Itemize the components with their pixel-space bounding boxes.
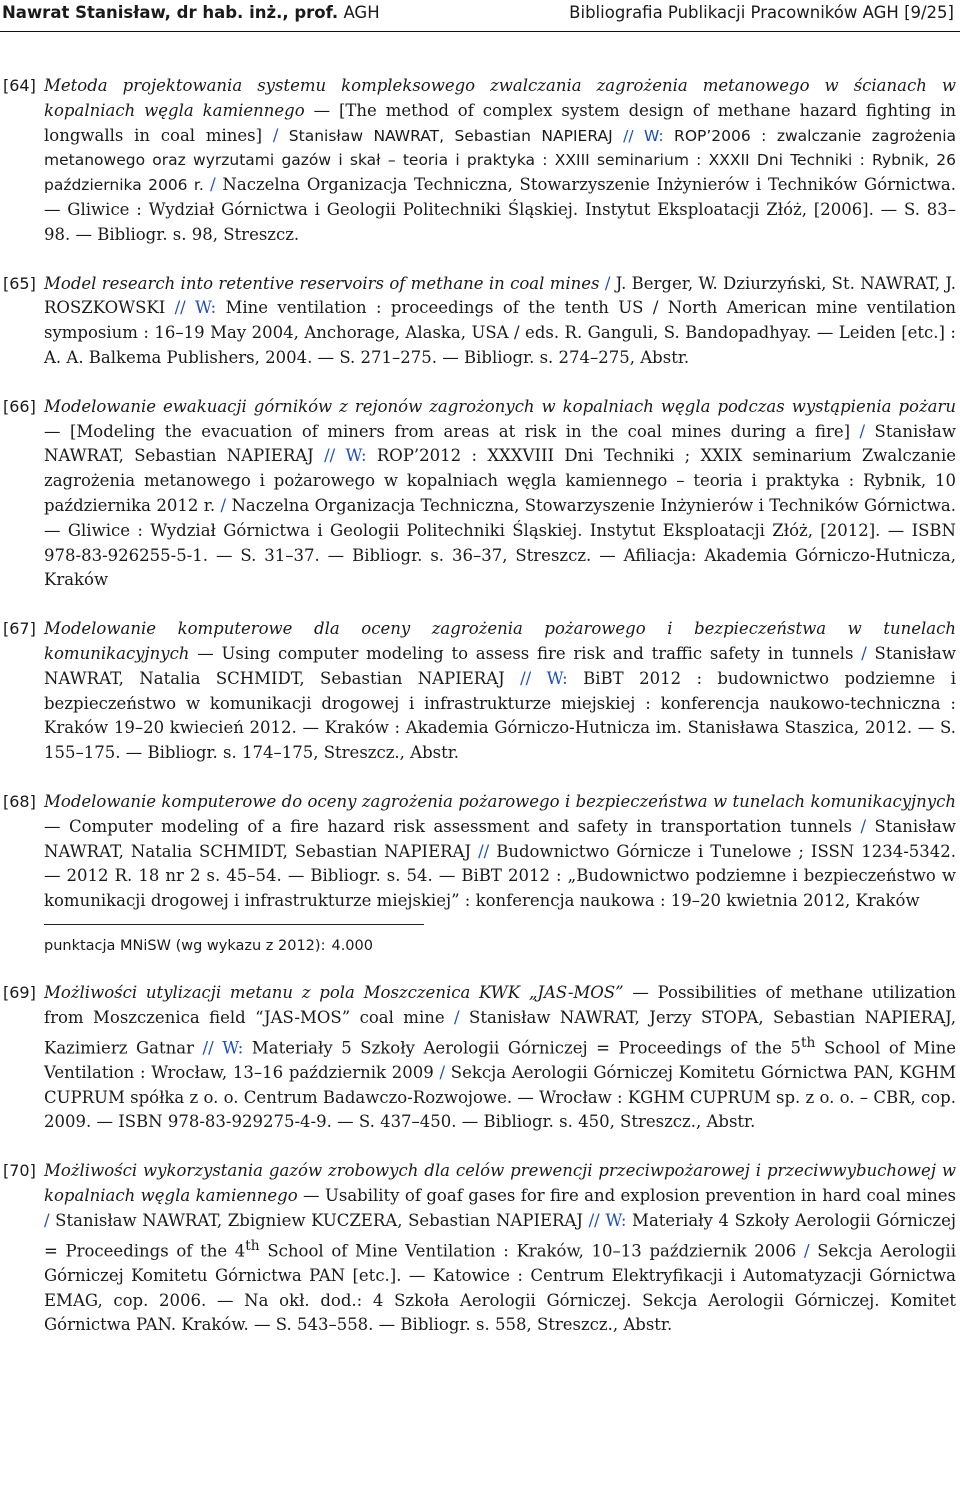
entry-translation: — Computer modeling of a fire hazard risk assessment and safety in transportation tunnels xyxy=(44,816,861,836)
entry-body xyxy=(44,617,956,766)
entry-details: Sekcja Aerologii Górniczej Komitetu Górnictwa PAN [etc.]. — Katowice : Centrum Elektryfikacji i Automatyzacji Górnictwa EMAG, cop. 2006. — Na okł. dod.: 4 Szkoła Aerologii Górniczej. Sekcja Aerologii Górniczej. Komitet Górnictwa PAN. Kraków. — S. 543–558. — Bibliogr. s. 558, Streszcz., Abstr. xyxy=(44,1241,956,1335)
publisher-separator: / xyxy=(210,175,216,195)
entry-details: Mine ventilation : proceedings of the tenth US / North American mine ventilation symposium : 16–19 May 2004, Anchorage, Alaska, USA / eds. R. Ganguli, S. Bandopadhyay. — Leiden [etc.] : A. A. Balkema Publishers, 2004. — S. 271–275. — Bibliogr. s. 274–275, Abstr. xyxy=(44,298,957,367)
entry-body xyxy=(44,395,956,593)
entry-host: Materiały 4 Szkoły Aerologii Górniczej = Proceedings of the 4 xyxy=(44,1210,956,1261)
entry-number: [69] xyxy=(3,982,36,1002)
bibliography-entry xyxy=(0,1159,960,1338)
entry-title: Model research into retentive reservoirs of methane in coal mines xyxy=(44,273,600,293)
entry-title: Modelowanie komputerowe dla oceny zagrożenia pożarowego i bezpieczeństwa w tunelach komunikacyjnych xyxy=(44,619,956,663)
entry-translation: — [The method of complex system design of methane hazard fighting in longwalls in coal mines] xyxy=(44,100,957,145)
host-separator: // W: xyxy=(588,1210,627,1230)
entry-authors: Stanisław NAWRAT, Zbigniew KUCZERA, Sebastian NAPIERAJ xyxy=(49,1210,589,1230)
entry-translation: — Usability of goaf gases for fire and explosion prevention in hard coal mines xyxy=(297,1185,957,1205)
entry-details: Naczelna Organizacja Techniczna, Stowarzyszenie Inżynierów i Techników Górnictwa. — Gliwice : Wydział Górnictwa i Geologii Politechniki Śląskiej. Instytut Eksploatacji Złóż, [2012]. — ISBN 978-83-926255-5-1. — S. 31–37. — Bibliogr. s. 36–37, Streszcz. — Afiliacja: Akademia Górniczo-Hutnicza, Kraków xyxy=(44,495,957,590)
host-separator: // W: xyxy=(520,668,568,688)
entry-body xyxy=(44,981,956,1135)
authors-separator: / xyxy=(454,1007,460,1027)
ordinal-suffix: th xyxy=(245,1237,260,1254)
authors-separator: / xyxy=(44,1210,50,1230)
entry-details: BiBT 2012 : budownictwo podziemne i bezpieczeństwo w komunikacji drogowej i infrastrukturze miejskiej : konferencja naukowo-techniczna : Kraków 19–20 kwiecień 2012. — Kraków : Akademia Górniczo-Hutnicza im. Stanisława Staszica, 2012. — S. 155–175. — Bibliogr. s. 174–175, Streszcz., Abstr. xyxy=(44,668,956,763)
entry-body xyxy=(44,74,956,248)
header-left xyxy=(2,0,380,26)
entry-number: [68] xyxy=(3,791,36,811)
host-separator: // W: xyxy=(623,126,664,145)
entry-details: Sekcja Aerologii Górniczej Komitetu Górnictwa PAN, KGHM CUPRUM spółka z o. o. Centrum Badawczo-Rozwojowe. — Wrocław : KGHM CUPRUM sp. z o. o. – CBR, cop. 2009. — ISBN 978-83-929275-4-9. — S. 437–450. — Bibliogr. s. 450, Streszcz., Abstr. xyxy=(44,1062,957,1132)
entry-host: ROP’2012 : XXXVIII Dni Techniki ; XXIX seminarium Zwalczanie zagrożenia metanowego i pożarowego w kopalniach węgla kamiennego – teoria i praktyka : Rybnik, 10 października 2012 r. xyxy=(44,446,956,515)
entry-title: Możliwości utylizacji metanu z pola Moszczenica KWK „JAS-MOS” xyxy=(44,982,624,1002)
authors-separator: / xyxy=(272,125,279,145)
authors-separator: / xyxy=(859,421,866,441)
entry-title: Modelowanie ewakuacji górników z rejonów zagrożonych w kopalniach węgla podczas wystąpienia pożaru xyxy=(44,396,956,416)
entry-authors: Stanisław NAWRAT, Sebastian NAPIERAJ xyxy=(44,421,956,466)
entry-authors: Stanisław NAWRAT, Jerzy STOPA, Sebastian NAPIERAJ, Kazimierz Gatnar xyxy=(44,1007,956,1057)
authors-separator: / xyxy=(599,273,616,293)
header-title: Bibliografia Publikacji Pracowników AGH xyxy=(569,3,899,22)
bibliography-entry xyxy=(0,981,960,1135)
bibliography-list xyxy=(0,74,960,1362)
publisher-separator: / xyxy=(220,495,227,515)
entry-authors: Stanisław NAWRAT, Natalia SCHMIDT, Sebastian NAPIERAJ xyxy=(44,643,956,688)
entry-authors: J. Berger, W. Dziurzyński, St. NAWRAT, J. ROSZKOWSKI xyxy=(44,273,956,318)
publisher-separator: / xyxy=(803,1241,810,1261)
entry-details: Budownictwo Górnicze i Tunelowe ; ISSN 1234-5342. — 2012 R. 18 nr 2 s. 45–54. — Bibliogr. s. 54. — BiBT 2012 : „Budownictwo podziemne i bezpieczeństwo w komunikacji drogowej i infrastrukturze miejskiej” : konferencja naukowa : 19–20 kwietnia 2012, Kraków xyxy=(44,841,956,911)
mnisw-score xyxy=(44,924,424,957)
score-label: punktacja MNiSW (wg wykazu z 2012): xyxy=(44,937,326,954)
entry-body xyxy=(44,790,956,914)
bibliography-entry xyxy=(0,617,960,766)
bibliography-entry xyxy=(0,395,960,593)
host-separator: // W: xyxy=(174,298,217,318)
bibliography-entry xyxy=(0,272,960,371)
authors-separator: / xyxy=(861,643,867,663)
entry-body xyxy=(44,1159,956,1338)
journal-separator: // xyxy=(478,841,490,861)
entry-host-continued: School of Mine Ventilation : Kraków, 10–13 październik 2006 xyxy=(259,1241,804,1261)
ordinal-suffix: th xyxy=(800,1034,816,1051)
entry-number: [65] xyxy=(3,273,36,293)
entry-host: ROP’2006 : zwalczanie zagrożenia metanowego oraz wyrzutami gazów i skał – teoria i praktyka : XXIII seminarium : XXXII Dni Techniki : Rybnik, 26 października 2006 r. xyxy=(44,126,957,195)
header-rule xyxy=(0,31,960,32)
page-header xyxy=(0,0,960,30)
header-right xyxy=(569,0,954,26)
host-separator: // W: xyxy=(202,1038,244,1057)
bibliography-entry xyxy=(0,74,960,248)
entry-title: Metoda projektowania systemu kompleksowego zwalczania zagrożenia metanowego w ścianach w kopalniach węgla kamiennego xyxy=(44,76,956,120)
entry-number: [67] xyxy=(3,619,36,639)
header-page-number: [9/25] xyxy=(904,3,954,22)
entry-number: [70] xyxy=(3,1161,36,1181)
publisher-separator: / xyxy=(439,1062,446,1082)
bibliography-entry xyxy=(0,790,960,957)
authors-separator: / xyxy=(860,816,867,836)
entry-authors: Stanisław NAWRAT, Sebastian NAPIERAJ xyxy=(278,126,624,145)
header-institution: AGH xyxy=(343,3,380,22)
entry-authors: Stanisław NAWRAT, Natalia SCHMIDT, Sebastian NAPIERAJ xyxy=(44,816,956,861)
entry-translation: — [Modeling the evacuation of miners from areas at risk in the coal mines during a fire] xyxy=(44,421,860,441)
header-author: Nawrat Stanisław, dr hab. inż., prof. xyxy=(2,3,339,22)
entry-body xyxy=(44,272,956,371)
entry-host-continued: School of Mine Ventilation : Wrocław, 13–16 październik 2009 xyxy=(44,1038,956,1082)
entry-translation: — Possibilities of methane utilization from Moszczenica field “JAS-MOS” coal mine xyxy=(44,982,956,1027)
entry-title: Możliwości wykorzystania gazów zrobowych dla celów prewencji przeciwpożarowej i przeciwwybuchowej w kopalniach węgla kamiennego xyxy=(44,1161,956,1205)
entry-number: [64] xyxy=(3,76,36,95)
entry-title: Modelowanie komputerowe do oceny zagrożenia pożarowego i bezpieczeństwa w tunelach komunikacyjnych xyxy=(44,791,956,811)
entry-number: [66] xyxy=(3,396,36,416)
score-value: 4.000 xyxy=(331,937,373,954)
entry-translation: — Using computer modeling to assess fire risk and traffic safety in tunnels xyxy=(189,643,862,663)
host-separator: // W: xyxy=(324,446,367,466)
entry-details: Naczelna Organizacja Techniczna, Stowarzyszenie Inżynierów i Techników Górnictwa. — Gliwice : Wydział Górnictwa i Geologii Politechniki Śląskiej. Instytut Eksploatacji Złóż, [2006]. — S. 83–98. — Bibliogr. s. 98, Streszcz. xyxy=(44,175,956,244)
entry-host: Materiały 5 Szkoły Aerologii Górniczej = Proceedings of the 5 xyxy=(243,1038,801,1057)
